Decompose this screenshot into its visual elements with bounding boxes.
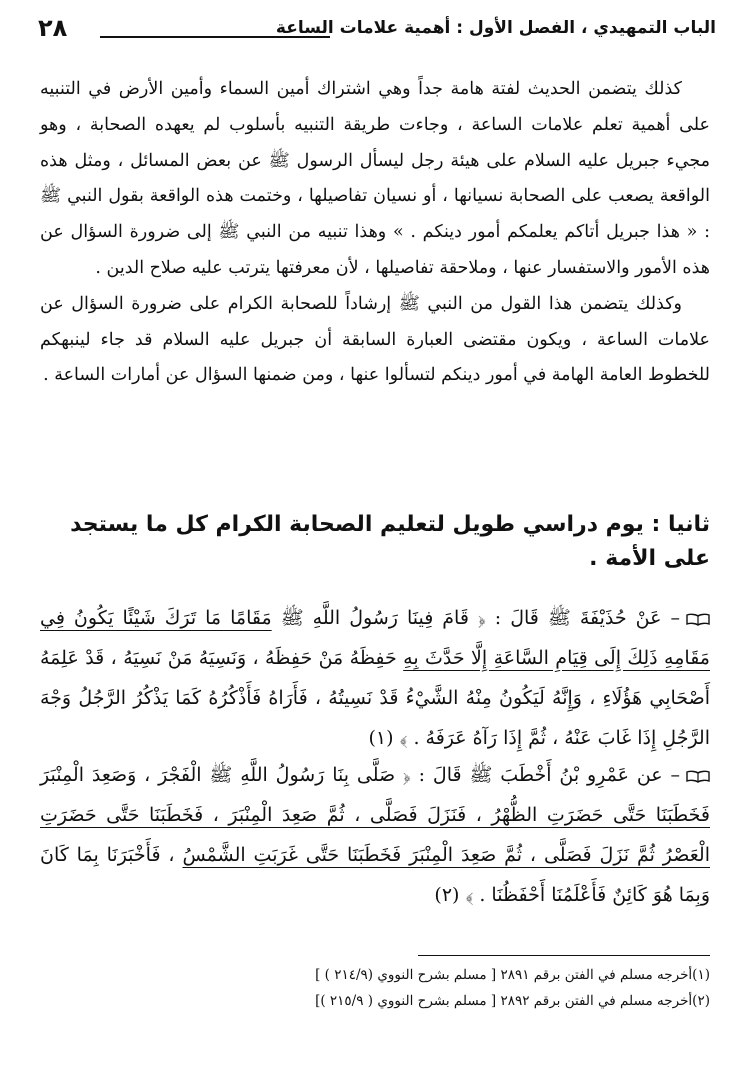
hadith-underlined-text: مَقَامًا مَا تَرَكَ شَيْئًا يَكُونُ فِي مَقَامِهِ ذَلِكَ إِلَى قِيَامِ السَّاعَةِ إِلَّا حَدَّثَ بِهِ — [40, 607, 710, 669]
hadith-intro: – عَنْ حُذَيْفَةَ ﷺ قَالَ : ﴿ قَامَ فِينَا رَسُولُ اللَّهِ ﷺ — [280, 607, 680, 629]
hadith-text: ، فَأَخْبَرَنَا بِمَا كَانَ وَبِمَا هُوَ كَائِنٌ فَأَعْلَمُنَا أَحْفَظُنَا . ﴾ (٢) — [40, 844, 710, 906]
footnote: (١)أخرجه مسلم في الفتن برقم ٢٨٩١ [ مسلم بشرح النووي (٢١٤/٩ ) ] — [315, 967, 710, 983]
hadith-intro: – عن عَمْرِو بْنُ أَخْطَبَ ﷺ قَالَ : ﴿ صَلَّى بِنَا رَسُولُ اللَّهِ ﷺ الْفَجْرَ ، وَصَعِدَ الْمِنْبَرَ — [40, 764, 680, 786]
body-text — [40, 72, 710, 394]
paragraph: كذلك يتضمن الحديث لفتة هامة جداً وهي اشتراك أمين السماء وأمين الأرض في التنبيه على أهمية تعلم علامات الساعة ، وجاءت طريقة التنبيه بأسلوب لم يعهده الصحابة ، وهو مجيء جبريل عليه السلام على هيئة رجل ليسأل الرسول ﷺ عن بعض المسائل ، ومثل هذه الواقعة يصعب على الصحابة نسيانها ، أو نسيان تفاصيلها ، وختمت هذه الواقعة بقول النبي ﷺ : « هذا جبريل أتاكم يعلمكم أمور دينكم . » وهذا تنبيه من النبي ﷺ إلى ضرورة السؤال عن هذه الأمور والاستفسار عنها ، وملاحقة تفاصيلها ، لأن معرفتها يترتب عليه صلاح الدين . — [40, 79, 710, 278]
hadith-text: حَفِظَهُ مَنْ حَفِظَهُ ، وَنَسِيَهُ مَنْ نَسِيَهُ ، قَدْ عَلِمَهُ أَصْحَابِي هَؤُلَاءِ ، وَإِنَّهُ لَيَكُونُ مِنْهُ الشَّيْءُ قَدْ نَسِيتُهُ ، فَأَرَاهُ فَأَذْكُرُهُ كَمَا يَذْكُرُ الرَّجُلُ وَجْهَ الرَّجُلِ إِذَا غَابَ عَنْهُ ، ثُمَّ إِذَا رَآهُ عَرَفَهُ . ﴾ (١) — [40, 647, 710, 749]
section-heading: ثانيا : يوم دراسي طويل لتعليم الصحابة الكرام كل ما يستجد على الأمة . — [70, 512, 710, 571]
page-number: ٢٨ — [38, 14, 68, 42]
hadith-block — [40, 755, 710, 915]
footnotes — [240, 962, 710, 1014]
footnote: (٢)أخرجه مسلم في الفتن برقم ٢٨٩٢ [ مسلم بشرح النووي ( ٢١٥/٩ )] — [315, 993, 710, 1009]
hadith-block — [40, 598, 710, 758]
open-book-icon — [686, 613, 710, 626]
hadith-underlined-text: فَخَطَبَنَا حَتَّى حَضَرَتِ الظُّهْرُ ، فَنَزَلَ فَصَلَّى ، ثُمَّ صَعِدَ الْمِنْبَرَ ، فَخَطَبَنَا حَتَّى حَضَرَتِ الْعَصْرُ ثُمَّ نَزَلَ فَصَلَّى ، ثُمَّ صَعِدَ الْمِنْبَرَ فَخَطَبَنَا حَتَّى غَرَبَتِ الشَّمْسُ — [40, 804, 710, 866]
paragraph: وكذلك يتضمن هذا القول من النبي ﷺ إرشاداً للصحابة الكرام على ضرورة السؤال عن علامات الساعة ، ويكون مقتضى العبارة السابقة أن جبريل عليه السلام قد جاء لينبهكم للخطوط العامة الهامة في أمور دينكم لتسألوا عنها ، ومن ضمنها السؤال عن أمارات الساعة . — [40, 293, 710, 386]
open-book-icon — [686, 770, 710, 783]
running-title: الباب التمهيدي ، الفصل الأول : أهمية علامات الساعة — [275, 18, 716, 38]
running-header — [28, 14, 716, 48]
footnote-rule — [418, 955, 710, 956]
